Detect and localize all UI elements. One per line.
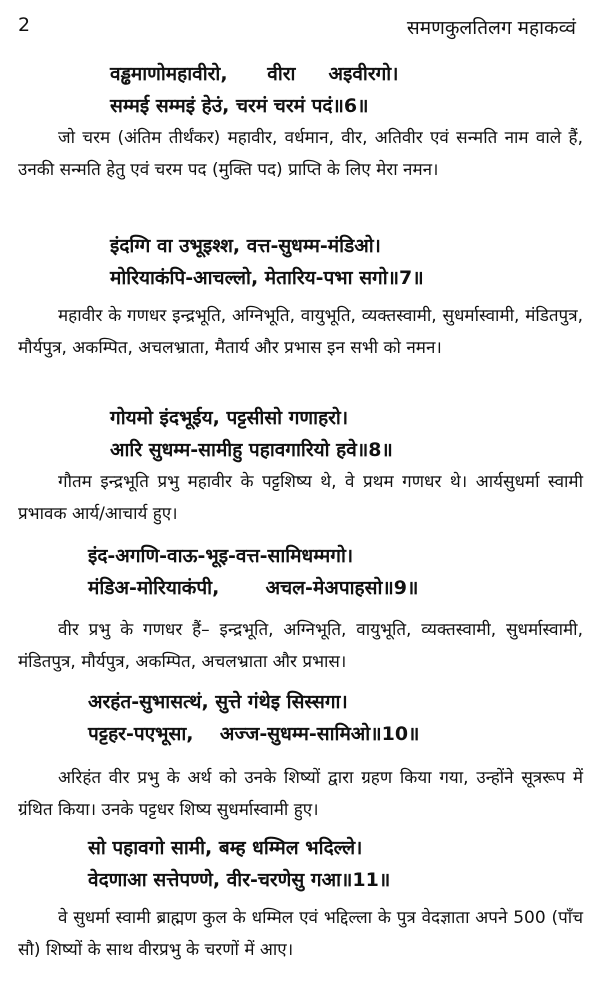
- page-header: [18, 6, 576, 39]
- commentary-6-text: जो चरम (अंतिम तीर्थंकर) महावीर, वर्धमान, वीर, अतिवीर एवं सन्मति नाम वाले हैं, उनकी सन्मति हेतु एवं चरम पद (मुक्ति पद) प्राप्ति के लिए मेरा नमन।: [18, 128, 583, 180]
- commentary-10: [18, 762, 583, 826]
- page-number: 2: [18, 14, 31, 36]
- verse-8-line-2: आरि सुधम्म-सामीहु पहावगारियो हवे॥8॥: [110, 439, 393, 461]
- commentary-9-text: वीर प्रभु के गणधर हैं– इन्द्रभूति, अग्निभूति, वायुभूति, व्यक्तस्वामी, सुधर्मास्वामी, मंडितपुत्र, मौर्यपुत्र, अकम्पित, अचलभ्राता और प्रभास।: [18, 620, 583, 672]
- verse-9-line-1: इंद-अगणि-वाऊ-भूइ-वत्त-सामिधम्मगो।: [88, 545, 354, 567]
- commentary-11: [18, 902, 583, 966]
- commentary-8: [18, 466, 583, 530]
- verse-10-line-1: अरहंत-सुभासत्थं, सुत्ते गंथेइ सिस्सगा।: [88, 691, 348, 713]
- commentary-8-text: गौतम इन्द्रभूति प्रभु महावीर के पट्टशिष्य थे, वे प्रथम गणधर थे। आर्यसुधर्मा स्वामी प्रभावक आर्य/आचार्य हुए।: [18, 472, 583, 524]
- commentary-6: [18, 122, 583, 186]
- commentary-7-text: महावीर के गणधर इन्द्रभूति, अग्निभूति, वायुभूति, व्यक्तस्वामी, सुधर्मास्वामी, मंडितपुत्र, मौर्यपुत्र, अकम्पित, अचलभ्राता, मैतार्य और प्रभास इन सभी को नमन।: [18, 306, 583, 358]
- running-title: समणकुलतिलग महाकव्वं: [406, 17, 576, 39]
- verse-6-line-1: वड्ढमाणोमहावीरो, वीरा अइवीरगो।: [110, 63, 399, 85]
- verse-9-line-2: मंडिअ-मोरियाकंपी, अचल-मेअपाहसो॥9॥: [88, 577, 419, 599]
- verse-11-line-1: सो पहावगो सामी, बम्ह धम्मिल भदिल्ले।: [88, 837, 363, 859]
- verse-10-line-2: पट्टहर-पएभूसा, अज्ज-सुधम्म-सामिओ॥10॥: [88, 723, 420, 745]
- verse-6-line-2: सम्मई सम्मइं हेउं, चरमं चरमं पदं॥6॥: [110, 95, 369, 117]
- commentary-10-text: अरिहंत वीर प्रभु के अर्थ को उनके शिष्यों द्वारा ग्रहण किया गया, उन्होंने सूत्ररूप में ग्रंथित किया। उनके पट्टधर शिष्य सुधर्मास्वामी हुए।: [18, 768, 583, 820]
- commentary-9: [18, 614, 583, 678]
- verse-7-line-1: इंदग्गि वा उभूइश्श, वत्त-सुधम्म-मंडिओ।: [110, 235, 381, 257]
- verse-11-line-2: वेदणाआ सत्तेपण्णे, वीर-चरणेसु गआ॥11॥: [88, 869, 391, 891]
- verse-8-line-1: गोयमो इंदभूईय, पट्टसीसो गणाहरो।: [110, 407, 349, 429]
- commentary-7: [18, 300, 583, 364]
- commentary-11-text: वे सुधर्मा स्वामी ब्राह्मण कुल के धम्मिल एवं भद्दिल्ला के पुत्र वेदज्ञाता अपने 500 (पाँच सौ) शिष्यों के साथ वीरप्रभु के चरणों में आए।: [18, 908, 583, 960]
- verse-7-line-2: मोरियाकंपि-आचल्लो, मेतारिय-पभा सगो॥7॥: [110, 267, 424, 289]
